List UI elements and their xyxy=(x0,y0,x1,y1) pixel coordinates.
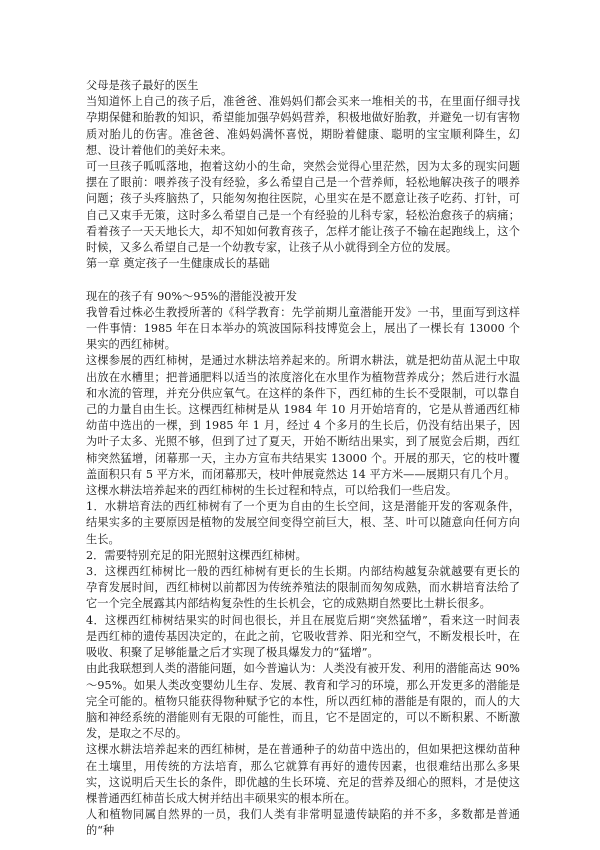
section-heading: 现在的孩子有 90%～95%的潜能没被开发 xyxy=(86,289,298,303)
list-item: 3．这棵西红柿树比一般的西红柿树有更长的生长期。内部结构越复杂就越要有更长的孕育发展时间，西红柿树以前都因为传统养殖法的限制而匆匆成熟，而水耕培育法给了它一个完全展露其内部结构复杂性的生长机会，它的成熟期自然要比土耕长很多。 xyxy=(86,565,520,611)
list-item: 2．需要特别充足的阳光照射这棵西红柿树。 xyxy=(86,548,307,562)
document-page xyxy=(86,78,520,840)
list-item: 1．水耕培育法的西红柿树有了一个更为自由的生长空间，这是潜能开发的客观条件，结果实多的主要原因是植物的发展空间变得空前巨大，根、茎、叶可以随意向任何方向生长。 xyxy=(86,500,520,546)
section-spacer xyxy=(86,272,520,288)
body-paragraph: 这棵参展的西红柿树，是通过水耕法培养起来的。所谓水耕法，就是把幼苗从泥土中取出放在水槽里；把普通肥料以适当的浓度溶化在水里作为植物营养成分；然后进行水温和水流的管理，并充分供应氧气。在这样的条件下，西红柿的生长不受限制，可以靠自己的力量自由生长。这棵西红柿树是从 1984 年 10 月开始培育的，它是从普通西红柿幼苗中选出的一棵，到 1985 年 1 月，经过 4 个多月的生长后，仍没有结出果子，因为叶子太多、光照不够，但到了过了夏天，开始不断结出果实，到了展览会后期，西红柿突然猛增，闭幕那一天，主办方宣布共结果实 13000 个。开展的那天，它的枝叶覆盖面积只有 5 平方米，而闭幕那天，枝叶伸展竟然达 14 平方米——展期只有几个月。 xyxy=(86,354,520,481)
document-title: 父母是孩子最好的医生 xyxy=(86,79,199,92)
body-paragraph: 我曾看过株必生教授所著的《科学教育：先学前期儿童潜能开发》一书，里面写到这样一件事情：1985 年在日本举办的筑波国际科技博览会上，展出了一棵长有 13000 个果实的西红柿树。 xyxy=(86,305,520,352)
body-paragraph: 这棵水耕法培养起来的西红柿树，是在普通种子的幼苗中选出的，但如果把这棵幼苗种在土壤里，用传统的方法培育，那么它就算有再好的遗传因素，也很难结出那么多果实，这说明后天生长的条件，即优越的生长环境、充足的营养及细心的照料，才是使这棵普通西红柿苗长成大树并结出丰硕果实的根本所在。 xyxy=(86,743,520,805)
body-paragraph: 人和植物同属自然界的一员，我们人类有非常明显遗传缺陷的并不多，多数都是普通的“种 xyxy=(86,808,520,838)
intro-paragraph: 当知道怀上自己的孩子后，准爸爸、准妈妈们都会买来一堆相关的书，在里面仔细寻找孕期保健和胎教的知识，希望能加强孕妈妈营养，积极地做好胎教，并避免一切有害物质对胎儿的伤害。准爸爸、准妈妈满怀喜悦，期盼着健康、聪明的宝宝顺利降生，幻想、设计着他们的美好未来。 xyxy=(86,95,520,157)
intro-paragraph: 可一旦孩子呱呱落地，抱着这幼小的生命，突然会觉得心里茫然，因为太多的现实问题摆在了眼前：喂养孩子没有经验，多么希望自己是一个营养师，轻松地解决孩子的喂养问题；孩子头疼脑热了，只能匆匆抱往医院，心里实在是不愿意让孩子吃药、打针，可自己又束手无策，这时多么希望自己是一个有经验的儿科专家，轻松治愈孩子的病痛；看着孩子一天天地长大，却不知如何教育孩子，怎样才能让孩子不输在起跑线上，这个时候，又多么希望自己是一个幼教专家，让孩子从小就得到全方位的发展。 xyxy=(86,160,520,255)
chapter-heading: 第一章 奠定孩子一生健康成长的基础 xyxy=(86,257,270,271)
body-paragraph: 这棵水耕法培养起来的西红柿树的生长过程和特点，可以给我们一些启发。 xyxy=(86,484,458,498)
list-item: 4．这棵西红柿树结果实的时间也很长，并且在展览后期“突然猛增”，看来这一时间表是西红柿的遗传基因决定的，在此之前，它吸收营养、阳光和空气，不断发根长叶，在吸收、积聚了足够能量之后才实现了极具爆发力的“猛增”。 xyxy=(86,613,520,660)
body-paragraph: 由此我联想到人类的潜能问题，如今普遍认为：人类没有被开发、利用的潜能高达 90%～95%。如果人类改变婴幼儿生存、发展、教育和学习的环境，那么开发更多的潜能是完全可能的。植物只能获得物种赋予它的本性，所以西红柿的潜能是有限的，而人的大脑和神经系统的潜能则有无限的可能性，而且，它不是固定的，可以不断积累、不断激发，是取之不尽的。 xyxy=(86,662,520,741)
